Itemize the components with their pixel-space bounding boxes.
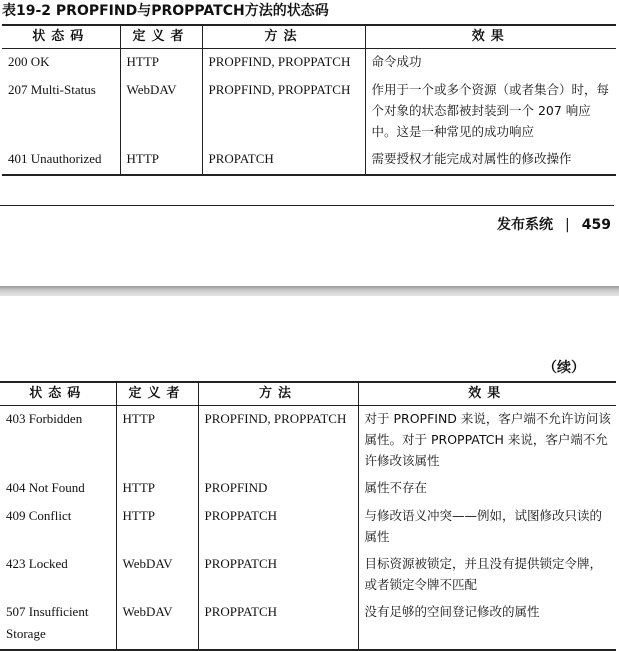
cell-definer: WebDAV — [120, 77, 202, 146]
table-row — [0, 551, 616, 599]
cell-effect: 命令成功 — [365, 49, 616, 78]
page-gap — [0, 286, 619, 296]
cell-definer: HTTP — [120, 49, 202, 78]
cell-method: PROPPATCH — [198, 503, 358, 551]
cell-effect: 作用于一个或多个资源（或者集合）时，每个对象的状态都被封装到一个 207 响应中。这是一种常见的成功响应 — [365, 77, 616, 146]
cell-effect: 需要授权才能完成对属性的修改操作 — [365, 146, 616, 175]
header-effect: 效果 — [365, 25, 616, 49]
cell-definer: HTTP — [116, 406, 198, 476]
page-number: 459 — [581, 217, 611, 233]
cell-effect: 目标资源被锁定，并且没有提供锁定令牌，或者锁定令牌不匹配 — [358, 551, 616, 599]
status-code-table-continued — [0, 381, 616, 651]
table-header-row — [0, 382, 616, 406]
header-method: 方法 — [202, 25, 365, 49]
cell-effect: 对于 PROPFIND 来说，客户端不允许访问该属性。对于 PROPPATCH 来说，客户端不允许修改该属性 — [358, 406, 616, 476]
table-row — [2, 77, 616, 146]
header-status-code: 状态码 — [32, 29, 90, 44]
cell-code: 200 OK — [8, 54, 50, 69]
footer-section-title: 发布系统 — [497, 217, 554, 233]
cell-code: 404 Not Found — [6, 480, 85, 495]
cell-method: PROPATCH — [202, 146, 365, 175]
cell-code: 207 Multi-Status — [8, 82, 96, 97]
table-caption: 表19-2 PROPFIND与PROPPATCH方法的状态码 — [2, 3, 329, 19]
table-header-row — [2, 25, 616, 49]
footer-separator: | — [565, 217, 570, 233]
table-row — [0, 503, 616, 551]
status-code-table — [2, 24, 616, 176]
page-footer — [497, 214, 611, 234]
cell-effect: 没有足够的空间登记修改的属性 — [358, 599, 616, 650]
cell-code: 423 Locked — [6, 556, 68, 571]
cell-definer: HTTP — [116, 503, 198, 551]
cell-effect: 属性不存在 — [358, 475, 616, 503]
cell-method: PROPPATCH — [198, 551, 358, 599]
header-status-code: 状态码 — [29, 386, 87, 401]
table-row — [2, 49, 616, 78]
cell-definer: WebDAV — [116, 599, 198, 650]
cell-method: PROPPATCH — [198, 599, 358, 650]
cell-method: PROPFIND, PROPPATCH — [202, 49, 365, 78]
table-row — [0, 406, 616, 476]
cell-definer: WebDAV — [116, 551, 198, 599]
table-row — [0, 599, 616, 650]
cell-effect: 与修改语义冲突——例如，试图修改只读的属性 — [358, 503, 616, 551]
footer-rule — [0, 205, 614, 206]
cell-method: PROPFIND — [198, 475, 358, 503]
cell-definer: HTTP — [120, 146, 202, 175]
table-row — [0, 475, 616, 503]
cell-code: 401 Unauthorized — [8, 151, 102, 166]
header-effect: 效果 — [358, 382, 616, 406]
header-definer: 定义者 — [116, 382, 198, 406]
header-definer: 定义者 — [120, 25, 202, 49]
cell-method: PROPFIND, PROPPATCH — [198, 406, 358, 476]
cell-code: 507 Insufficient Storage — [6, 604, 89, 641]
header-method: 方法 — [198, 382, 358, 406]
cell-method: PROPFIND, PROPPATCH — [202, 77, 365, 146]
continued-label: （续） — [543, 360, 585, 376]
cell-code: 403 Forbidden — [6, 411, 83, 426]
table-row — [2, 146, 616, 175]
cell-code: 409 Conflict — [6, 508, 72, 523]
cell-definer: HTTP — [116, 475, 198, 503]
